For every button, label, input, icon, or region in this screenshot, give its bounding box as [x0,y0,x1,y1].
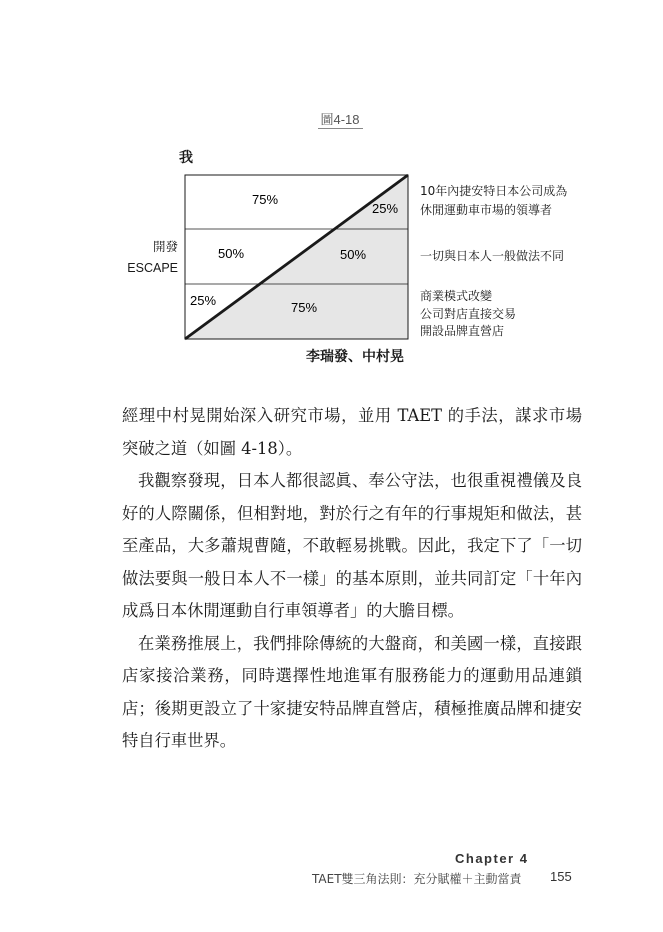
x-axis-label: 李瑞發、中村晃 [306,349,404,365]
upper-cell-2: 50% [218,246,245,261]
upper-cell-1: 75% [252,192,279,207]
upper-cell-3: 25% [372,201,399,216]
footer-title: TAET雙三角法則：充分賦權＋主動當責 [312,872,522,886]
y-axis-label: 我 [179,149,193,165]
lower-cell-3: 75% [291,300,318,315]
note-top-line2: 休閒運動車市場的領導者 [420,203,553,217]
paragraph-2: 我觀察發現，日本人都很認眞、奉公守法，也很重視禮儀及良好的人際關係，但相對地，對於行之有年的行事規矩和做法，甚至產品，大多蕭規曹隨，不敢輕易挑戰。因此，我定下了「一切做法要與一般日本人不一樣」的基本原則，並共同訂定「十年內成爲日本休閒運動自行車領導者」的大膽目標。 [122,471,582,620]
note-top-line1: 10年內捷安特日本公司成為 [420,184,568,198]
page-number: 155 [550,869,572,884]
left-label-line2: ESCAPE [127,261,178,275]
note-bottom-line3: 開設品牌直營店 [420,324,505,338]
lower-cell-1: 25% [190,293,217,308]
note-bottom-line2: 公司對店直接交易 [420,307,517,321]
body-text [122,400,582,758]
note-bottom-line1: 商業模式改變 [420,289,493,303]
paragraph-1: 經理中村晃開始深入研究市場，並用 TAET 的手法，謀求市場突破之道（如圖 4-18）。 [122,406,582,458]
footer-chapter: Chapter 4 [455,851,529,866]
note-middle-line1: 一切與日本人一般做法不同 [420,249,565,263]
figure-caption: 圖4-18 [320,112,360,127]
paragraph-3: 在業務推展上，我們排除傳統的大盤商，和美國一樣，直接跟店家接洽業務，同時選擇性地進軍有服務能力的運動用品連鎖店；後期更設立了十家捷安特品牌直營店，積極推廣品牌和捷安特自行車世界。 [122,633,582,750]
left-label-line1: 開發 [152,240,178,254]
lower-cell-2: 50% [340,247,367,262]
